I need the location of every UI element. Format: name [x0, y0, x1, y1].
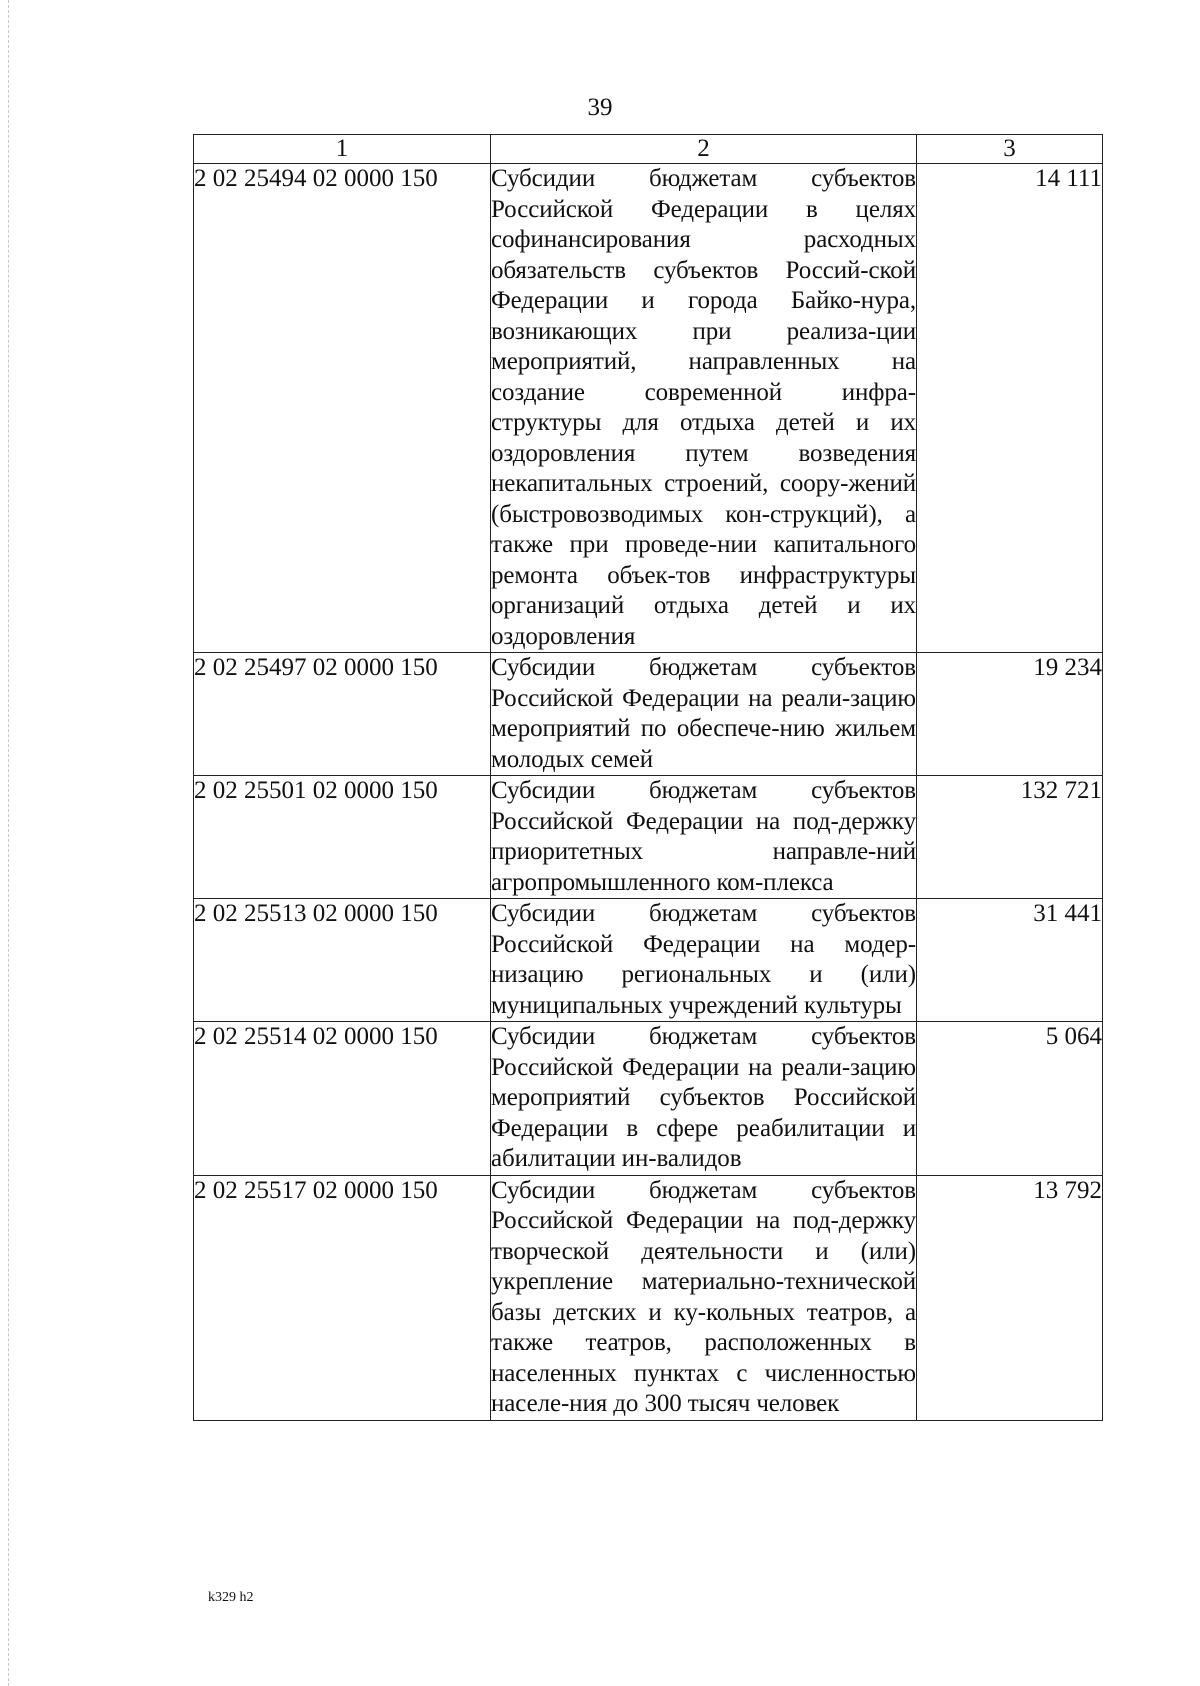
- scan-edge: [8, 0, 9, 1686]
- budget-code: 2 02 25494 02 0000 150: [194, 164, 491, 653]
- budget-code: 2 02 25514 02 0000 150: [194, 1022, 491, 1176]
- income-description: Субсидии бюджетам субъектов Российской Федерации в целях софинансирования расходных обязательств субъектов Россий-ской Федерации и города Байко-нура, возникающих при реализа-ции мероприятий, направленных на создание современной инфра-структуры для отдыха детей и их оздоровления путем возведения некапитальных строений, соору-жений (быстровозводимых кон-струкций), а также при проведе-нии капитального ремонта объек-тов инфраструктуры организаций отдыха детей и их оздоровления: [491, 164, 917, 653]
- table-row: [194, 164, 1103, 653]
- amount: 132 721: [917, 776, 1103, 899]
- column-header-3: 3: [917, 135, 1103, 164]
- table-row: [194, 1022, 1103, 1176]
- budget-code: 2 02 25517 02 0000 150: [194, 1175, 491, 1420]
- budget-code: 2 02 25497 02 0000 150: [194, 653, 491, 776]
- budget-code: 2 02 25501 02 0000 150: [194, 776, 491, 899]
- column-header-1: 1: [194, 135, 491, 164]
- amount: 19 234: [917, 653, 1103, 776]
- table-row: [194, 899, 1103, 1022]
- amount: 13 792: [917, 1175, 1103, 1420]
- income-description: Субсидии бюджетам субъектов Российской Федерации на реали-зацию мероприятий субъектов Российской Федерации в сфере реабилитации и абилитации ин-валидов: [491, 1022, 917, 1176]
- revenue-table: [193, 134, 1103, 1421]
- amount: 5 064: [917, 1022, 1103, 1176]
- budget-code: 2 02 25513 02 0000 150: [194, 899, 491, 1022]
- amount: 31 441: [917, 899, 1103, 1022]
- amount: 14 111: [917, 164, 1103, 653]
- table-row: [194, 653, 1103, 776]
- table-header-row: [194, 135, 1103, 164]
- document-code: k329 h2: [208, 1590, 254, 1605]
- table-row: [194, 776, 1103, 899]
- page-number: 39: [587, 94, 613, 121]
- income-description: Субсидии бюджетам субъектов Российской Федерации на под-держку творческой деятельности и (или) укрепление материально-технической базы детских и ку-кольных театров, а также театров, расположенных в населенных пунктах с численностью населе-ния до 300 тысяч человек: [491, 1175, 917, 1420]
- income-description: Субсидии бюджетам субъектов Российской Федерации на реали-зацию мероприятий по обеспече-нию жильем молодых семей: [491, 653, 917, 776]
- income-description: Субсидии бюджетам субъектов Российской Федерации на модер-низацию региональных и (или) муниципальных учреждений культуры: [491, 899, 917, 1022]
- income-description: Субсидии бюджетам субъектов Российской Федерации на под-держку приоритетных направле-ний агропромышленного ком-плекса: [491, 776, 917, 899]
- table-row: [194, 1175, 1103, 1420]
- column-header-2: 2: [491, 135, 917, 164]
